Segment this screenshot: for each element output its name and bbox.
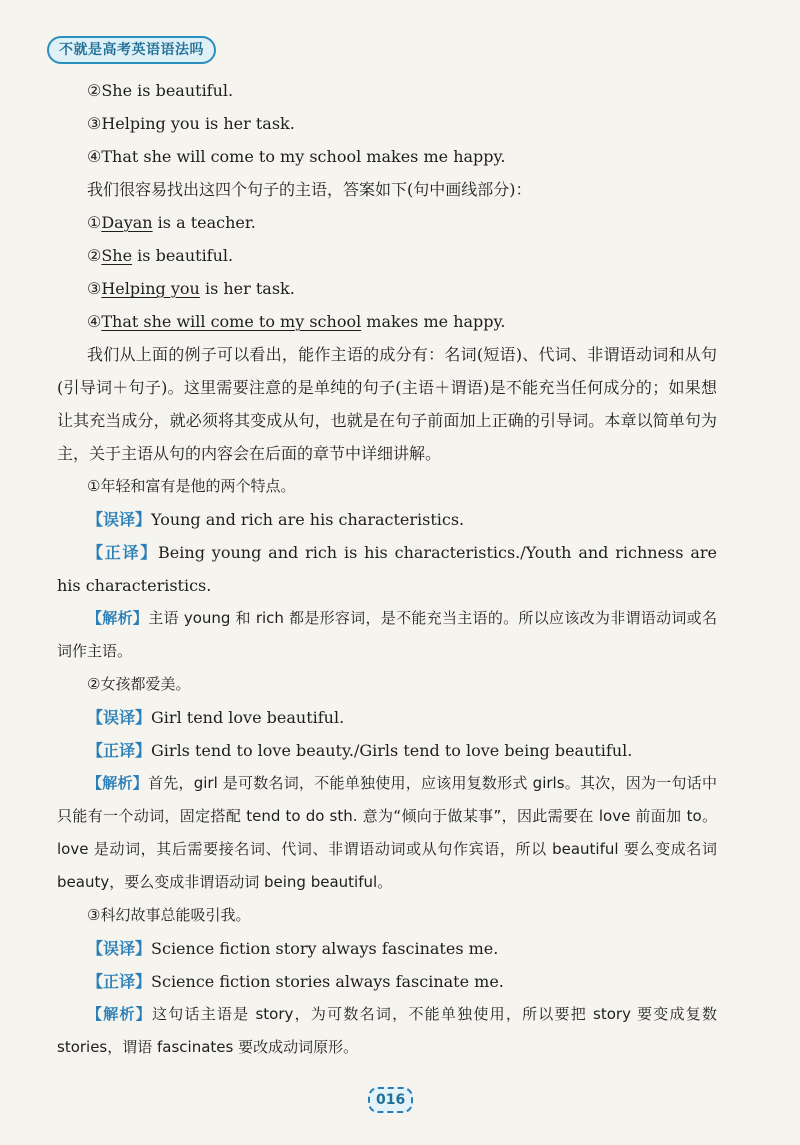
page-number: 016 (368, 1087, 413, 1113)
wrong-label: 【误译】 (87, 510, 152, 529)
answer-rest: is her task. (199, 279, 295, 298)
example-chinese: ②女孩都爱美。 (87, 675, 191, 693)
right-text: Being young and rich is his characteristics./Youth and richness are his characteristics. (57, 543, 717, 595)
analysis-label: 【解析】 (87, 774, 148, 792)
right-text: Science fiction stories always fascinate me. (151, 972, 504, 991)
wrong-translation (57, 932, 717, 965)
right-text: Girls tend to love beauty./Girls tend to love being beautiful. (151, 741, 633, 760)
analysis-label: 【解析】 (87, 609, 149, 627)
right-label: 【正译】 (87, 741, 152, 760)
wrong-label: 【误译】 (87, 939, 152, 958)
right-translation (57, 536, 717, 602)
analysis-text: 首先，girl 是可数名词，不能单独使用，应该用复数形式 girls。其次，因为一句话中只能有一个动词，固定搭配 tend to do sth. 意为“倾向于做某事”，因此需要在 love 前面加 to。love 是动词，其后需要接名词、代词、非谓语动词或从句作宾语，所以 beautiful 要么变成名词 beauty，要么变成非谓语动词 being beautiful。 (57, 774, 717, 891)
right-translation (57, 965, 717, 998)
wrong-label: 【误译】 (87, 708, 152, 727)
analysis-text: 主语 young 和 rich 都是形容词，是不能充当主语的。所以应该改为非谓语动词或名词作主语。 (57, 609, 717, 660)
answer-sentence (57, 206, 717, 239)
intro-text: 我们很容易找出这四个句子的主语，答案如下(句中画线部分)： (87, 180, 532, 199)
analysis (57, 602, 717, 668)
page-content (57, 74, 717, 1064)
analysis (57, 767, 717, 899)
answer-number: ① (87, 213, 102, 232)
example-sentence: ③Helping you is her task. (87, 114, 295, 133)
example-chinese: ③科幻故事总能吸引我。 (87, 906, 251, 924)
answer-number: ④ (87, 312, 102, 331)
answer-sentence (57, 239, 717, 272)
answer-number: ③ (87, 279, 102, 298)
analysis-text: 这句话主语是 story，为可数名词，不能单独使用，所以要把 story 要变成复数 stories，谓语 fascinates 要改成动词原形。 (57, 1005, 717, 1056)
underlined-subject: Dayan (101, 213, 153, 232)
wrong-text: Young and rich are his characteristics. (151, 510, 465, 529)
underlined-subject: That she will come to my school (101, 312, 362, 331)
right-label: 【正译】 (87, 543, 159, 562)
explanation-paragraph: 我们从上面的例子可以看出，能作主语的成分有：名词(短语)、代词、非谓语动词和从句(引导词＋句子)。这里需要注意的是单纯的句子(主语＋谓语)是不能充当任何成分的；如果想让其充当成分，就必须将其变成从句，也就是在句子前面加上正确的引导词。本章以简单句为主，关于主语从句的内容会在后面的章节中详细讲解。 (57, 345, 717, 463)
example-chinese: ①年轻和富有是他的两个特点。 (87, 477, 296, 495)
wrong-translation (57, 701, 717, 734)
answer-sentence (57, 305, 717, 338)
book-title-tag: 不就是高考英语语法吗 (47, 36, 216, 64)
answer-sentence (57, 272, 717, 305)
example-sentence: ④That she will come to my school makes me happy. (87, 147, 506, 166)
answer-number: ② (87, 246, 102, 265)
right-translation (57, 734, 717, 767)
analysis-label: 【解析】 (87, 1005, 152, 1023)
underlined-subject: Helping you (101, 279, 200, 298)
answer-rest: is beautiful. (132, 246, 234, 265)
answer-rest: is a teacher. (152, 213, 256, 232)
answer-rest: makes me happy. (361, 312, 506, 331)
wrong-translation (57, 503, 717, 536)
wrong-text: Science fiction story always fascinates me. (151, 939, 499, 958)
example-sentence: ②She is beautiful. (87, 81, 234, 100)
analysis (57, 998, 717, 1064)
right-label: 【正译】 (87, 972, 152, 991)
wrong-text: Girl tend love beautiful. (151, 708, 345, 727)
underlined-subject: She (101, 246, 133, 265)
